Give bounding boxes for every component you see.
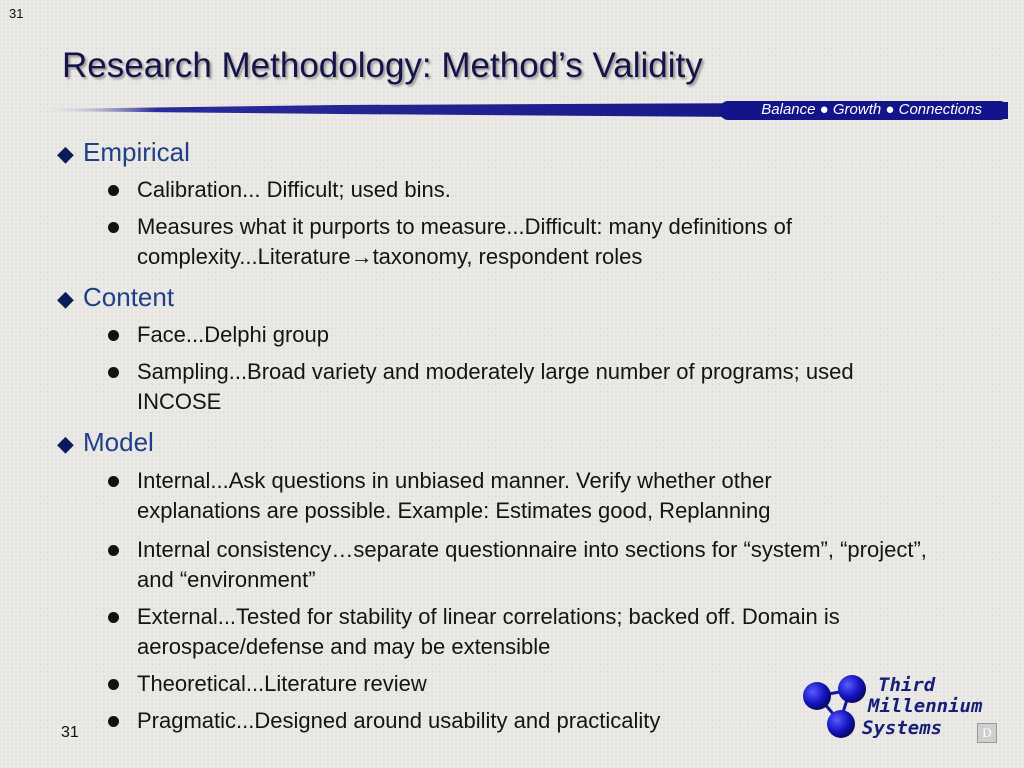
diamond-bullet-icon: ◆ bbox=[57, 141, 74, 166]
round-bullet-icon bbox=[108, 367, 119, 378]
section-heading-content bbox=[57, 282, 174, 313]
list-item bbox=[104, 466, 894, 526]
list-item-text: Theoretical...Literature review bbox=[137, 671, 427, 696]
list-item-text: Measures what it purports to measure...Difficult: many definitions of complexity...Literature→taxonomy, respondent roles bbox=[137, 214, 792, 269]
list-item bbox=[104, 320, 924, 350]
list-item bbox=[104, 175, 924, 205]
logo-text-line1: Third bbox=[878, 674, 936, 696]
section-label: Model bbox=[83, 427, 154, 457]
list-item-text: Internal consistency…separate questionnaire into sections for “system”, “project”, and “environment” bbox=[137, 537, 927, 592]
section-label: Content bbox=[83, 282, 175, 312]
round-bullet-icon bbox=[108, 476, 119, 487]
round-bullet-icon bbox=[108, 679, 119, 690]
diamond-bullet-icon: ◆ bbox=[57, 286, 74, 311]
list-item bbox=[104, 602, 934, 662]
list-item bbox=[104, 357, 924, 417]
round-bullet-icon bbox=[108, 222, 119, 233]
slide-tagline: Balance ● Growth ● Connections bbox=[761, 101, 982, 118]
list-item-text: Pragmatic...Designed around usability and practicality bbox=[137, 708, 661, 733]
slide-corner-number: 31 bbox=[9, 6, 24, 21]
list-item bbox=[104, 212, 924, 272]
list-item-text: Face...Delphi group bbox=[137, 322, 329, 347]
list-item bbox=[104, 535, 964, 595]
section-heading-model bbox=[57, 427, 154, 458]
diamond-bullet-icon: ◆ bbox=[57, 431, 74, 456]
round-bullet-icon bbox=[108, 716, 119, 727]
round-bullet-icon bbox=[108, 545, 119, 556]
section-label: Empirical bbox=[83, 137, 190, 167]
list-item-text: Sampling...Broad variety and moderately large number of programs; used INCOSE bbox=[137, 359, 854, 414]
section-heading-empirical bbox=[57, 137, 190, 168]
list-item-text: Internal...Ask questions in unbiased manner. Verify whether other explanations are possible. Example: Estimates good, Replanning bbox=[137, 468, 772, 523]
document-badge-icon[interactable]: D bbox=[977, 723, 997, 743]
round-bullet-icon bbox=[108, 330, 119, 341]
list-item-text: Calibration... Difficult; used bins. bbox=[137, 177, 451, 202]
logo-text-line3: Systems bbox=[862, 717, 943, 739]
list-item-text: External...Tested for stability of linear correlations; backed off. Domain is aerospace/defense and may be extensible bbox=[137, 604, 840, 659]
logo-text-line2: Millennium bbox=[868, 695, 983, 717]
page-number: 31 bbox=[61, 724, 79, 741]
slide-title: Research Methodology: Method’s Validity bbox=[62, 46, 703, 85]
round-bullet-icon bbox=[108, 185, 119, 196]
round-bullet-icon bbox=[108, 612, 119, 623]
